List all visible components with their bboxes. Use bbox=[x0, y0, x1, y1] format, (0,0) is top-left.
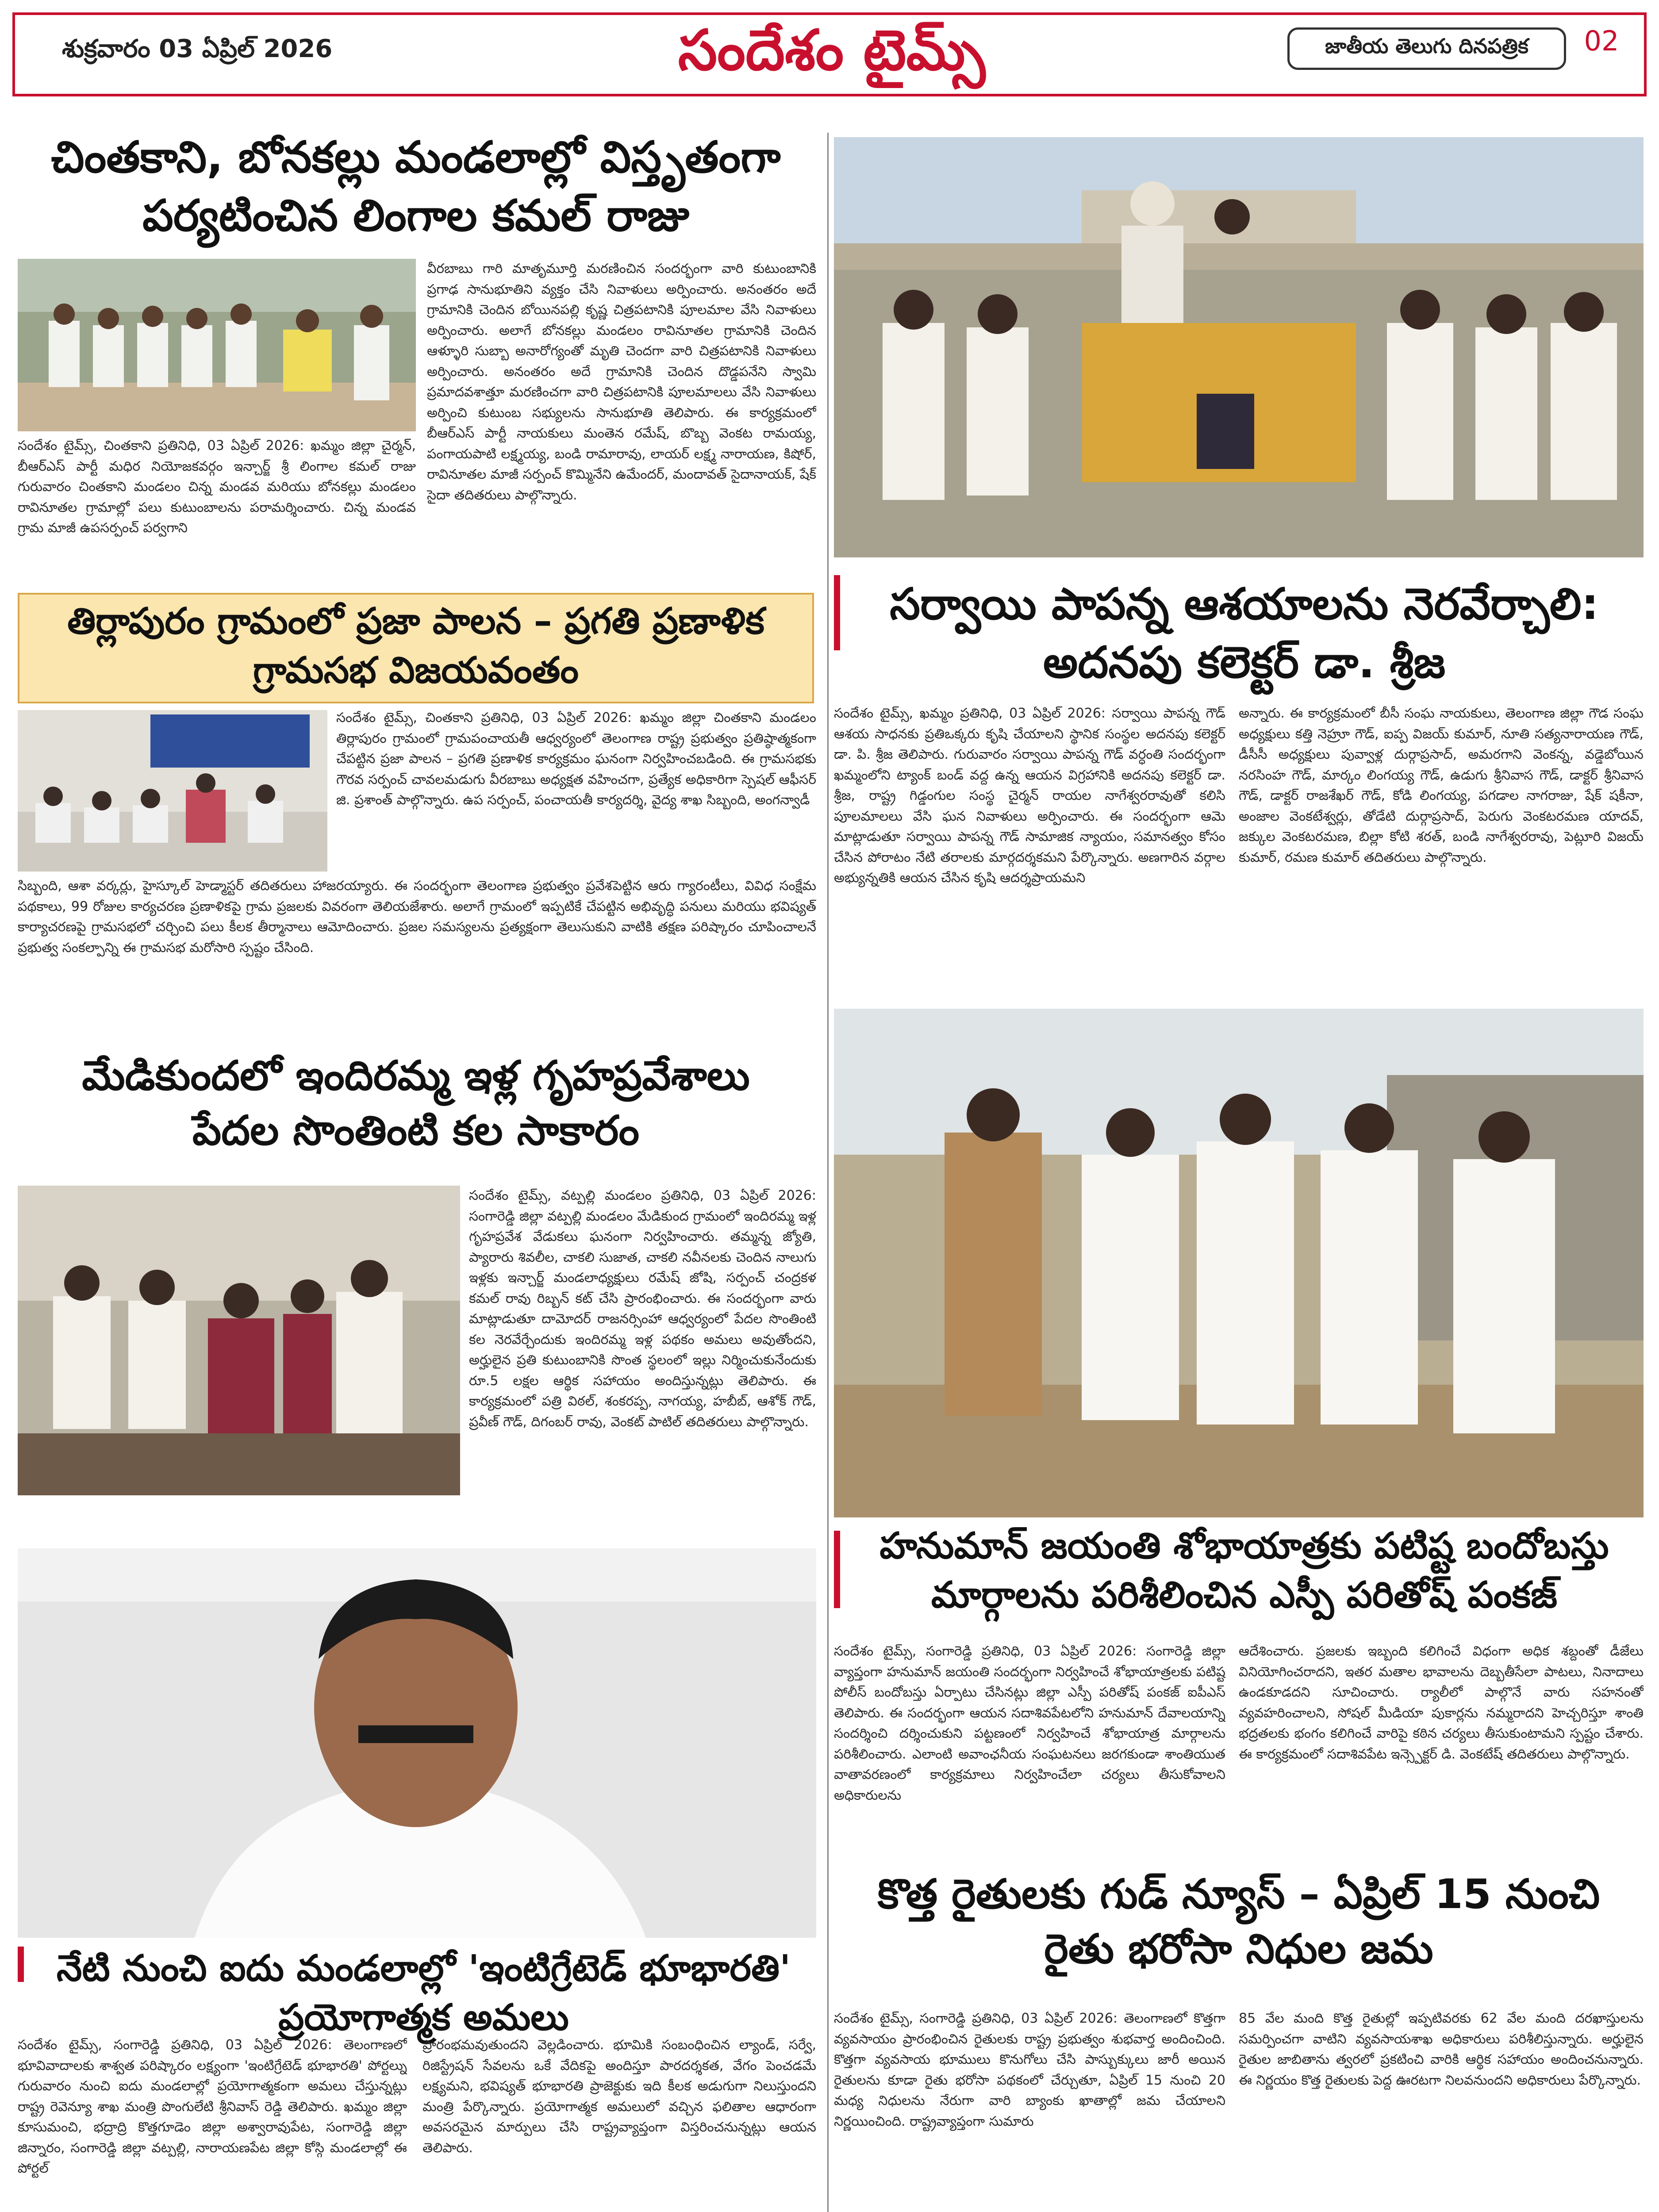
sarvai-headline bbox=[845, 575, 1644, 692]
newspaper-tagline: జాతీయ తెలుగు దినపత్రిక bbox=[1287, 27, 1566, 70]
sarvai-headline-line1: సర్వాయి పాపన్న ఆశయాలను నెరవేర్చాలి: bbox=[890, 579, 1599, 630]
integrated-headline-line1: నేటి నుంచి ఐదు మండలాల్లో 'ఇంటిగ్రేటెడ్ భూభారతి' bbox=[56, 1947, 791, 1989]
kamal-raju-headline-line2: పర్యటించిన లింగాల కమల్ రాజు bbox=[142, 191, 689, 242]
issue-date: శుక్రవారం 03 ఏప్రిల్ 2026 bbox=[62, 35, 333, 63]
medikunda-headline bbox=[18, 1048, 814, 1158]
tirlapuram-headline-line1: తిర్లాపురం గ్రామంలో ప్రజా పాలన – ప్రగతి ప్రణాళిక bbox=[67, 600, 764, 642]
raithu-headline-line2: రైతు భరోసా నిధుల జమ bbox=[1044, 1925, 1433, 1973]
medikunda-headline-line2: పేదల సొంతింటి కల సాకారం bbox=[192, 1107, 640, 1155]
raithu-body-left: సందేశం టైమ్స్, సంగారెడ్డి ప్రతినిధి, 03 ఏప్రిల్ 2026: తెలంగాణలో కొత్తగా వ్యవసాయం ప్రారంభించిన రైతులకు రాష్ట్ర ప్రభుత్వం శుభవార్త అందించింది. కొత్తగా వ్యవసాయ భూములు కొనుగోలు చేసి పాస్బుక్కులు జారీ అయిన రైతులను కూడా రైతు భరోసా పథకంలో చేర్చుతూ, ఏప్రిల్ 15 నుంచి 20 మధ్య నిధులను నేరుగా వారి బ్యాంకు ఖాతాల్లో జమ చేయాలని నిర్ణయించింది. రాష్ట్రవ్యాప్తంగా సుమారు bbox=[834, 2011, 1225, 2129]
integrated-headline bbox=[31, 1944, 816, 2042]
medikunda-photo bbox=[18, 1186, 460, 1495]
minister-portrait-photo bbox=[18, 1548, 816, 1938]
sarvai-body-right: అన్నారు. ఈ కార్యక్రమంలో బీసీ సంఘ నాయకులు, తెలంగాణ జిల్లా గౌడ సంఘ అధ్యక్షులు కత్తి నెహ్రూ గౌడ్, ఐప్ప విజయ్ కుమార్, నూతి సత్యనారాయణ గౌడ్, డీసీసీ అధ్యక్షులు పువ్వాళ్ల దుర్గాప్రసాద్, అమరగాని వెంకన్న, వడ్డెబోయిన నరసింహ గౌడ్, మార్కం లింగయ్య గౌడ్, ఉడుగు శ్రీనివాస గౌడ్, డాక్టర్ శ్రీనివాస గౌడ్, డాక్టర్ రాజశేఖర్ గౌడ్, కోడి లింగయ్య, పగడాల నాగరాజు, షేక్ షకీనా, అంజాల వెంకటేశ్వర్లు, తోడేటి దుర్గాప్రసాద్, పెరుగు వెంకటరమణ యాదవ్, జక్కుల వెంకటరమణ, బిల్లా కోటి శరత్, బండి నాగేశ్వరరావు, పెట్లూరి విజయ్ కుమార్, రమణ కుమార్ తదితరులు పాల్గొన్నారు. bbox=[1239, 706, 1644, 865]
sarvai-headline-bar bbox=[834, 575, 840, 650]
raithu-headline-line1: కొత్త రైతులకు గుడ్ న్యూస్ – ఏప్రిల్ 15 నుంచి bbox=[877, 1870, 1600, 1918]
sarvai-statue-photo bbox=[834, 137, 1644, 557]
hanuman-headline bbox=[845, 1522, 1644, 1620]
integrated-body-left: సందేశం టైమ్స్, సంగారెడ్డి ప్రతినిధి, 03 ఏప్రిల్ 2026: తెలంగాణలో భూవివాదాలకు శాశ్వత పరిష్కారం లక్ష్యంగా 'ఇంటిగ్రేటెడ్ భూభారతి' పోర్టల్ను గురువారం నుంచి ఐదు మండలాల్లో ప్రయోగాత్మకంగా అమలు చేస్తున్నట్లు రాష్ట్ర రెవెన్యూ శాఖ మంత్రి పొంగులేటి శ్రీనివాస్ రెడ్డి తెలిపారు. ఖమ్మం జిల్లా కూసుమంచి, భద్రాద్రి కొత్తగూడెం జిల్లా అశ్వారావుపేట, సంగారెడ్డి జిల్లా జిన్నారం, సంగారెడ్డి జిల్లా వట్పల్లి, నారాయణపేట జిల్లా కోస్గి మండలాల్లో ఈ పోర్టల్ bbox=[18, 2037, 407, 2176]
integrated-headline-line2: ప్రయోగాత్మక అమలు bbox=[278, 1996, 569, 2039]
page-number: 02 bbox=[1584, 25, 1619, 57]
kamal-raju-photo bbox=[18, 259, 416, 431]
sp-inspection-photo bbox=[834, 1009, 1644, 1517]
integrated-headline-bar bbox=[18, 1947, 24, 1982]
kamal-raju-headline-line1: చింతకాని, బోనకల్లు మండలాల్లో విస్తృతంగా bbox=[51, 132, 781, 183]
raithu-body-right: 85 వేల మంది కొత్త రైతుల్లో ఇప్పటివరకు 62 వేల మంది దరఖాస్తులను సమర్పించగా వాటిని వ్యవసాయశాఖ అధికారులు పరిశీలిస్తున్నారు. అర్హులైన రైతుల జాబితాను త్వరలో ప్రకటించి వారికి ఆర్థిక సహాయం అందించనున్నారు. ఈ నిర్ణయం కొత్త రైతులకు పెద్ద ఊరటగా నిలవనుందని అధికారులు పేర్కొన్నారు. bbox=[1239, 2011, 1644, 2088]
hanuman-headline-line1: హనుమాన్ జయంతి శోభాయాత్రకు పటిష్ట బందోబస్తు bbox=[879, 1525, 1609, 1567]
kamal-raju-body-right: వీరబాబు గారి మాతృమూర్తి మరణించిన సందర్భంగా వారి కుటుంబానికి ప్రగాఢ సానుభూతిని వ్యక్తం చేసి నివాళులు అర్పించారు. అనంతరం అదే గ్రామానికి చెందిన బోయినపల్లి కృష్ణ చిత్రపటానికి పూలమాల వేసి నివాళులు అర్పించారు. అలాగే బోనకల్లు మండలం రావినూతల గ్రామానికి చెందిన ఆళ్ళూరి సుబ్బా అనారోగ్యంతో మృతి చెందగా వారి చిత్రపటానికి నివాళులు అర్పించారు. అనంతరం అదే గ్రామానికి చెందిన దొడ్డపనేని స్వామి ప్రమాదవశాత్తూ మరణించగా వారి చిత్రపటానికి పూలమాలలు వేసి నివాళులు అర్పించి కుటుంబ సభ్యులను సానుభూతి తెలిపారు. ఈ కార్యక్రమంలో బీఆర్ఎస్ పార్టీ నాయకులు మంతెన రమేష్, బొబ్బ వెంకట రామయ్య, పంగాయపాటి లక్ష్మయ్య, బండి రామారావు, లాయర్ లక్ష్మ నారాయణ, కిషోర్, రావినూతల మాజీ సర్పంచ్ కొమ్మినేని ఉమేందర్, మందావత్ సైదానాయక్, షేక్ సైదా తదితరులు పాల్గొన్నారు. bbox=[427, 261, 816, 503]
integrated-body-right: ప్రారంభమవుతుందని వెల్లడించారు. భూమికి సంబంధించిన ల్యాండ్, సర్వే, రిజిస్ట్రేషన్ సేవలను ఒకే వేదికపై అందిస్తూ పారదర్శకత, వేగం పెంచడమే లక్ష్యమని, భవిష్యత్ భూభారతి ప్రాజెక్టుకు ఇది కీలక అడుగుగా నిలుస్తుందని మంత్రి పేర్కొన్నారు. ప్రయోగాత్మక అమలులో వచ్చిన ఫలితాల ఆధారంగా అవసరమైన మార్పులు చేసి రాష్ట్రవ్యాప్తంగా విస్తరించనున్నట్లు ఆయన తెలిపారు. bbox=[422, 2037, 816, 2156]
tirlapuram-headline-line2: గ్రామసభ విజయవంతం bbox=[253, 649, 579, 691]
raithu-headline bbox=[834, 1867, 1644, 1977]
kamal-raju-body-left: సందేశం టైమ్స్, చింతకాని ప్రతినిధి, 03 ఏప్రిల్ 2026: ఖమ్మం జిల్లా చైర్మన్, బీఆర్ఎస్ పార్టీ మధిర నియోజకవర్గం ఇన్చార్జ్ శ్రీ లింగాల కమల్ రాజు గురువారం చింతకాని మండలం చిన్న మండవ మరియు బోనకల్లు మండలం రావినూతల గ్రామాల్లో పలు కుటుంబాలను పరామర్శించారు. చిన్న మండవ గ్రామ మాజీ ఉపసర్పంచ్ పర్వగాని bbox=[18, 438, 416, 536]
tirlapuram-body-bottom: సిబ్బంది, ఆశా వర్కర్లు, హైస్కూల్ హెడ్మాస్టర్ తదితరులు హాజరయ్యారు. ఈ సందర్భంగా తెలంగాణ ప్రభుత్వం ప్రవేశపెట్టిన ఆరు గ్యారంటీలు, వివిధ సంక్షేమ పథకాలు, 99 రోజుల కార్యచరణ ప్రణాళికపై గ్రామ ప్రజలకు వివరంగా తెలియజేశారు. అలాగే గ్రామంలో ఇప్పటికే చేపట్టిన అభివృద్ధి పనులు మరియు భవిష్యత్ కార్యాచరణపై గ్రామసభలో చర్చించి పలు కీలక తీర్మానాలు ఆమోదించారు. ప్రజల సమస్యలను ప్రత్యక్షంగా తెలుసుకుని వాటికి తక్షణ పరిష్కారం చూపించాలనే ప్రభుత్వ సంకల్పాన్ని ఈ గ్రామసభ మరోసారి స్పష్టం చేసింది. bbox=[18, 878, 816, 956]
medikunda-body: సందేశం టైమ్స్, వట్పల్లి మండలం ప్రతినిధి, 03 ఏప్రిల్ 2026: సంగారెడ్డి జిల్లా వట్పల్లి మండలం మేడికుంద గ్రామంలో ఇందిరమ్మ ఇళ్ల గృహప్రవేశ వేడుకలు ఘనంగా నిర్వహించారు. తమ్మన్న జ్యోతి, ప్యారారు శివలీల, చాకలి సుజాత, చాకలి నవీనలకు చెందిన నాలుగు ఇళ్లకు ఇన్చార్జ్ మండలాధ్యక్షులు రమేష్ జోషి, సర్పంచ్ చంద్రకళ కమల్ రావు రిబ్బన్ కట్ చేసి ప్రారంభించారు. ఈ సందర్భంగా వారు మాట్లాడుతూ దామోదర్ రాజనర్సింహా ఆధ్వర్యంలో పేదల సొంతింటి కల నెరవేర్చేందుకు ఇందిరమ్మ ఇళ్ల పథకం అమలు అవుతోందని, అర్హులైన ప్రతి కుటుంబానికి సొంత స్థలంలో ఇల్లు నిర్మించుకునేందుకు రూ.5 లక్షల ఆర్థిక సహాయం అందిస్తున్నట్లు తెలిపారు. ఈ కార్యక్రమంలో పత్రి విఠల్, శంకరప్ప, నాగయ్య, హబీబ్, ఆశోక్ గౌడ్, ప్రవీణ్ గౌడ్, దిగంబర్ రావు, వెంకట్ పాటిల్ తదితరులు పాల్గొన్నారు. bbox=[469, 1188, 816, 1430]
sarvai-headline-line2: అదనపు కలెక్టర్ డా. శ్రీజ bbox=[1043, 637, 1446, 688]
hanuman-body-left: సందేశం టైమ్స్, సంగారెడ్డి ప్రతినిధి, 03 ఏప్రిల్ 2026: సంగారెడ్డి జిల్లా వ్యాప్తంగా హనుమాన్ జయంతి సందర్భంగా నిర్వహించే శోభాయాత్రలకు పటిష్ట పోలీస్ బందోబస్తు ఏర్పాటు చేసినట్లు జిల్లా ఎస్పీ పరితోష్ పంకజ్ ఐపీఎస్ తెలిపారు. ఈ సందర్భంగా ఆయన సదాశివపేటలోని హనుమాన్ దేవాలయాన్ని సందర్శించి దర్శించుకుని పట్టణంలో నిర్వహించే శోభాయాత్ర మార్గాలను పరిశీలించారు. ఎలాంటి అవాంఛనీయ సంఘటనలు జరగకుండా శాంతియుత వాతావరణంలో కార్యక్రమాలు నిర్వహించేలా చర్యలు తీసుకోవాలని అధికారులను bbox=[834, 1644, 1225, 1803]
column-divider bbox=[827, 133, 829, 2212]
tirlapuram-headline bbox=[27, 597, 805, 695]
tirlapuram-photo bbox=[18, 710, 327, 872]
hanuman-body-right: ఆదేశించారు. ప్రజలకు ఇబ్బంది కలిగించే విధంగా అధిక శబ్దంతో డీజేలు వినియోగించరాదని, ఇతర మతాల భావాలను దెబ్బతీసేలా పాటలు, నినాదాలు ఉండకూడదని సూచించారు. ర్యాలీలో పాల్గొనే వారు సహనంతో వ్యవహరించాలని, సోషల్ మీడియా పుకార్లను నమ్మరాదని హెచ్చరిస్తూ శాంతి భద్రతలకు భంగం కలిగించే వారిపై కఠిన చర్యలు తీసుకుంటామని స్పష్టం చేశారు. ఈ కార్యక్రమంలో సదాశివపేట ఇన్స్పెక్టర్ డి. వెంకటేష్ తదితరులు పాల్గొన్నారు. bbox=[1239, 1644, 1644, 1762]
tirlapuram-body-top: సందేశం టైమ్స్, చింతకాని ప్రతినిధి, 03 ఏప్రిల్ 2026: ఖమ్మం జిల్లా చింతకాని మండలం తిర్లాపురం గ్రామంలో గ్రామపంచాయతీ ఆధ్వర్యంలో తెలంగాణ రాష్ట్ర ప్రభుత్వం ప్రతిష్ఠాత్మకంగా చేపట్టిన ప్రజా పాలన – ప్రగతి ప్రణాళిక కార్యక్రమం ఘనంగా నిర్వహించబడింది. ఈ గ్రామసభకు గౌరవ సర్పంచ్ చావలమడుగు వీరబాబు అధ్యక్షత వహించగా, ప్రత్యేక అధికారిగా స్పెషల్ ఆఫీసర్ జి. ప్రశాంత్ పాల్గొన్నారు. ఉప సర్పంచ్, పంచాయతీ కార్యదర్శి, వైద్య శాఖ సిబ్బంది, అంగన్వాడీ bbox=[336, 710, 816, 808]
kamal-raju-headline bbox=[18, 128, 814, 246]
hanuman-headline-line2: మార్గాలను పరిశీలించిన ఎస్పీ పరితోష్ పంకజ్ bbox=[931, 1574, 1558, 1616]
newspaper-title: సందేశం టైమ్స్ bbox=[678, 18, 986, 83]
hanuman-headline-bar bbox=[834, 1531, 840, 1608]
sarvai-body-left: సందేశం టైమ్స్, ఖమ్మం ప్రతినిధి, 03 ఏప్రిల్ 2026: సర్వాయి పాపన్న గౌడ్ ఆశయ సాధనకు ప్రతిఒక్కరు కృషి చేయాలని స్థానిక సంస్థల అదనపు కలెక్టర్ డా. పి. శ్రీజ తెలిపారు. గురువారం సర్వాయి పాపన్న గౌడ్ వర్ధంతి సందర్భంగా ఖమ్మంలోని ట్యాంక్ బండ్ వద్ద ఉన్న ఆయన విగ్రహానికి అదనపు కలెక్టర్ డా. శ్రీజ, రాష్ట్ర గిడ్డంగుల సంస్థ చైర్మన్ రాయల నాగేశ్వరరావుతో కలిసి పూలమాలలు వేసి ఘన నివాళులు అర్పించారు. ఈ సందర్భంగా ఆమె మాట్లాడుతూ సర్వాయి పాపన్న గౌడ్ సామాజిక న్యాయం, సమానత్వం కోసం చేసిన పోరాటం నేటి తరాలకు మార్గదర్శకమని పేర్కొన్నారు. అణగారిన వర్గాల అభ్యున్నతికి ఆయన చేసిన కృషి ఆదర్శప్రాయమని bbox=[834, 706, 1225, 886]
medikunda-headline-line1: మేడికుందలో ఇందిరమ్మ ఇళ్ల గృహప్రవేశాలు bbox=[82, 1052, 750, 1099]
